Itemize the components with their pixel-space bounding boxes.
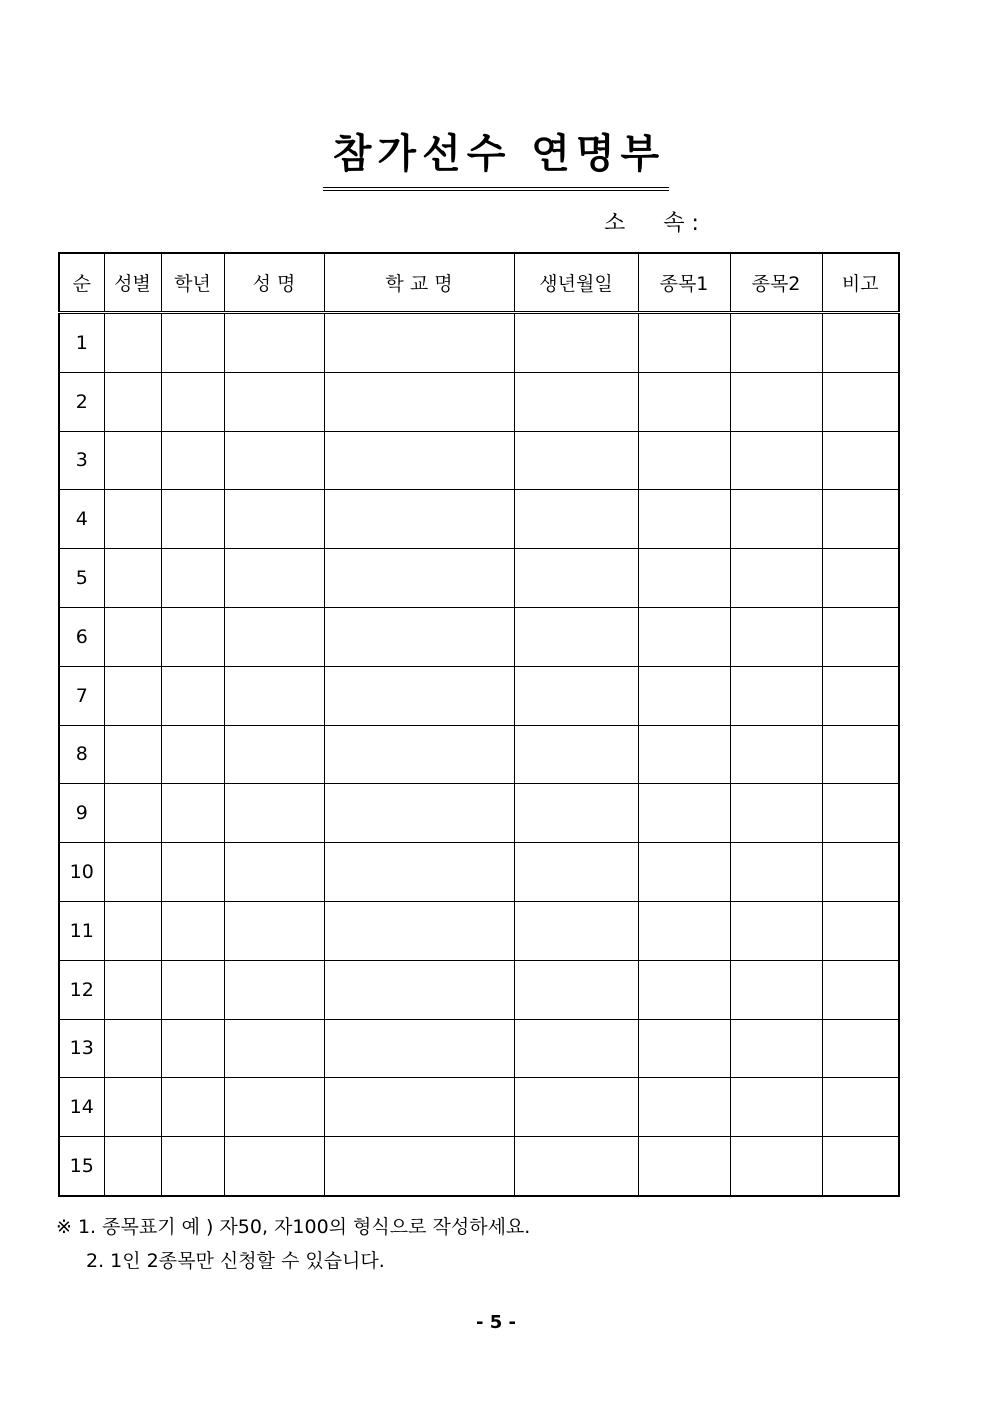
table-row	[59, 725, 899, 784]
cell-event2[interactable]	[730, 666, 822, 725]
cell-gender[interactable]	[104, 431, 161, 490]
roster-table	[58, 252, 900, 1197]
cell-school[interactable]	[324, 1019, 514, 1078]
cell-remarks[interactable]	[822, 607, 899, 666]
table-row	[59, 549, 899, 608]
cell-event2[interactable]	[730, 313, 822, 373]
cell-grade[interactable]	[161, 313, 224, 373]
cell-order: 10	[59, 843, 104, 902]
cell-birthdate[interactable]	[514, 431, 638, 490]
header-birthdate: 생년월일	[514, 253, 638, 313]
cell-remarks[interactable]	[822, 1078, 899, 1137]
affiliation-label-1: 소	[604, 211, 626, 236]
cell-gender[interactable]	[104, 313, 161, 373]
cell-grade[interactable]	[161, 1019, 224, 1078]
cell-name[interactable]	[224, 1137, 324, 1196]
cell-event2[interactable]	[730, 1019, 822, 1078]
cell-grade[interactable]	[161, 490, 224, 549]
table-row	[59, 431, 899, 490]
cell-remarks[interactable]	[822, 313, 899, 373]
cell-school[interactable]	[324, 1078, 514, 1137]
cell-grade[interactable]	[161, 607, 224, 666]
note-1: ※ 1. 종목표기 예 ) 자50, 자100의 형식으로 작성하세요.	[56, 1216, 531, 1238]
cell-gender[interactable]	[104, 960, 161, 1019]
cell-name[interactable]	[224, 960, 324, 1019]
cell-event2[interactable]	[730, 607, 822, 666]
cell-remarks[interactable]	[822, 431, 899, 490]
page-number: - 5 -	[476, 1312, 516, 1333]
cell-remarks[interactable]	[822, 1137, 899, 1196]
notes	[56, 1210, 530, 1278]
cell-event2[interactable]	[730, 901, 822, 960]
cell-event1[interactable]	[638, 313, 730, 373]
cell-order: 13	[59, 1019, 104, 1078]
cell-name[interactable]	[224, 1019, 324, 1078]
cell-remarks[interactable]	[822, 960, 899, 1019]
cell-grade[interactable]	[161, 960, 224, 1019]
cell-event1[interactable]	[638, 549, 730, 608]
cell-event2[interactable]	[730, 843, 822, 902]
cell-event1[interactable]	[638, 1019, 730, 1078]
cell-name[interactable]	[224, 313, 324, 373]
cell-gender[interactable]	[104, 784, 161, 843]
cell-event1[interactable]	[638, 666, 730, 725]
cell-school[interactable]	[324, 607, 514, 666]
cell-school[interactable]	[324, 784, 514, 843]
cell-name[interactable]	[224, 431, 324, 490]
table-row	[59, 784, 899, 843]
note-2: 2. 1인 2종목만 신청할 수 있습니다.	[86, 1250, 385, 1272]
cell-remarks[interactable]	[822, 1019, 899, 1078]
cell-event1[interactable]	[638, 901, 730, 960]
cell-school[interactable]	[324, 725, 514, 784]
header-name: 성 명	[224, 253, 324, 313]
cell-order: 11	[59, 901, 104, 960]
cell-gender[interactable]	[104, 901, 161, 960]
cell-birthdate[interactable]	[514, 372, 638, 431]
cell-birthdate[interactable]	[514, 843, 638, 902]
table-header-row	[59, 253, 899, 313]
table-row	[59, 666, 899, 725]
cell-order: 1	[59, 313, 104, 373]
cell-birthdate[interactable]	[514, 1078, 638, 1137]
cell-event1[interactable]	[638, 372, 730, 431]
cell-birthdate[interactable]	[514, 313, 638, 373]
cell-school[interactable]	[324, 843, 514, 902]
cell-birthdate[interactable]	[514, 666, 638, 725]
table-row	[59, 607, 899, 666]
cell-gender[interactable]	[104, 372, 161, 431]
page-title: 참가선수 연명부	[323, 122, 669, 191]
cell-gender[interactable]	[104, 1019, 161, 1078]
cell-birthdate[interactable]	[514, 1137, 638, 1196]
cell-event2[interactable]	[730, 960, 822, 1019]
cell-school[interactable]	[324, 431, 514, 490]
cell-birthdate[interactable]	[514, 725, 638, 784]
cell-event1[interactable]	[638, 490, 730, 549]
cell-event1[interactable]	[638, 960, 730, 1019]
cell-event1[interactable]	[638, 725, 730, 784]
cell-name[interactable]	[224, 843, 324, 902]
cell-remarks[interactable]	[822, 901, 899, 960]
header-order: 순	[59, 253, 104, 313]
cell-remarks[interactable]	[822, 784, 899, 843]
roster-body	[59, 313, 899, 1196]
header-school: 학 교 명	[324, 253, 514, 313]
header-event1: 종목1	[638, 253, 730, 313]
cell-event2[interactable]	[730, 549, 822, 608]
cell-event2[interactable]	[730, 725, 822, 784]
cell-name[interactable]	[224, 666, 324, 725]
cell-grade[interactable]	[161, 725, 224, 784]
cell-school[interactable]	[324, 372, 514, 431]
cell-name[interactable]	[224, 784, 324, 843]
cell-grade[interactable]	[161, 372, 224, 431]
cell-order: 7	[59, 666, 104, 725]
cell-gender[interactable]	[104, 1137, 161, 1196]
cell-event2[interactable]	[730, 784, 822, 843]
cell-name[interactable]	[224, 725, 324, 784]
cell-event1[interactable]	[638, 607, 730, 666]
cell-gender[interactable]	[104, 725, 161, 784]
cell-name[interactable]	[224, 549, 324, 608]
cell-order: 6	[59, 607, 104, 666]
cell-order: 15	[59, 1137, 104, 1196]
table-row	[59, 1078, 899, 1137]
cell-order: 9	[59, 784, 104, 843]
cell-event2[interactable]	[730, 431, 822, 490]
cell-school[interactable]	[324, 490, 514, 549]
cell-school[interactable]	[324, 549, 514, 608]
cell-birthdate[interactable]	[514, 1019, 638, 1078]
cell-event2[interactable]	[730, 1078, 822, 1137]
table-row	[59, 372, 899, 431]
affiliation-label-2: 속 :	[663, 211, 699, 236]
cell-remarks[interactable]	[822, 490, 899, 549]
cell-birthdate[interactable]	[514, 607, 638, 666]
cell-name[interactable]	[224, 372, 324, 431]
table-row	[59, 1019, 899, 1078]
header-gender: 성별	[104, 253, 161, 313]
cell-event1[interactable]	[638, 1137, 730, 1196]
cell-remarks[interactable]	[822, 843, 899, 902]
cell-remarks[interactable]	[822, 666, 899, 725]
table-row	[59, 1137, 899, 1196]
title-container	[0, 122, 992, 191]
cell-event1[interactable]	[638, 431, 730, 490]
cell-order: 5	[59, 549, 104, 608]
cell-grade[interactable]	[161, 549, 224, 608]
cell-grade[interactable]	[161, 666, 224, 725]
cell-gender[interactable]	[104, 843, 161, 902]
cell-event1[interactable]	[638, 1078, 730, 1137]
cell-birthdate[interactable]	[514, 960, 638, 1019]
cell-grade[interactable]	[161, 901, 224, 960]
cell-school[interactable]	[324, 901, 514, 960]
cell-name[interactable]	[224, 607, 324, 666]
cell-birthdate[interactable]	[514, 549, 638, 608]
cell-event1[interactable]	[638, 843, 730, 902]
cell-order: 3	[59, 431, 104, 490]
cell-grade[interactable]	[161, 1078, 224, 1137]
cell-order: 2	[59, 372, 104, 431]
table-row	[59, 490, 899, 549]
cell-remarks[interactable]	[822, 549, 899, 608]
cell-gender[interactable]	[104, 549, 161, 608]
cell-order: 12	[59, 960, 104, 1019]
cell-order: 4	[59, 490, 104, 549]
cell-order: 8	[59, 725, 104, 784]
cell-birthdate[interactable]	[514, 784, 638, 843]
cell-school[interactable]	[324, 1137, 514, 1196]
cell-gender[interactable]	[104, 1078, 161, 1137]
cell-order: 14	[59, 1078, 104, 1137]
cell-event2[interactable]	[730, 1137, 822, 1196]
cell-grade[interactable]	[161, 1137, 224, 1196]
cell-event2[interactable]	[730, 490, 822, 549]
header-remarks: 비고	[822, 253, 899, 313]
table-row	[59, 843, 899, 902]
header-event2: 종목2	[730, 253, 822, 313]
cell-name[interactable]	[224, 490, 324, 549]
cell-remarks[interactable]	[822, 372, 899, 431]
cell-gender[interactable]	[104, 666, 161, 725]
cell-event1[interactable]	[638, 784, 730, 843]
table-row	[59, 960, 899, 1019]
cell-school[interactable]	[324, 313, 514, 373]
cell-remarks[interactable]	[822, 725, 899, 784]
header-grade: 학년	[161, 253, 224, 313]
cell-event2[interactable]	[730, 372, 822, 431]
cell-grade[interactable]	[161, 431, 224, 490]
cell-grade[interactable]	[161, 843, 224, 902]
cell-grade[interactable]	[161, 784, 224, 843]
cell-birthdate[interactable]	[514, 901, 638, 960]
affiliation-field	[604, 206, 699, 237]
cell-gender[interactable]	[104, 607, 161, 666]
table-row	[59, 901, 899, 960]
cell-school[interactable]	[324, 666, 514, 725]
cell-birthdate[interactable]	[514, 490, 638, 549]
cell-school[interactable]	[324, 960, 514, 1019]
cell-name[interactable]	[224, 901, 324, 960]
cell-name[interactable]	[224, 1078, 324, 1137]
cell-gender[interactable]	[104, 490, 161, 549]
table-row	[59, 313, 899, 373]
